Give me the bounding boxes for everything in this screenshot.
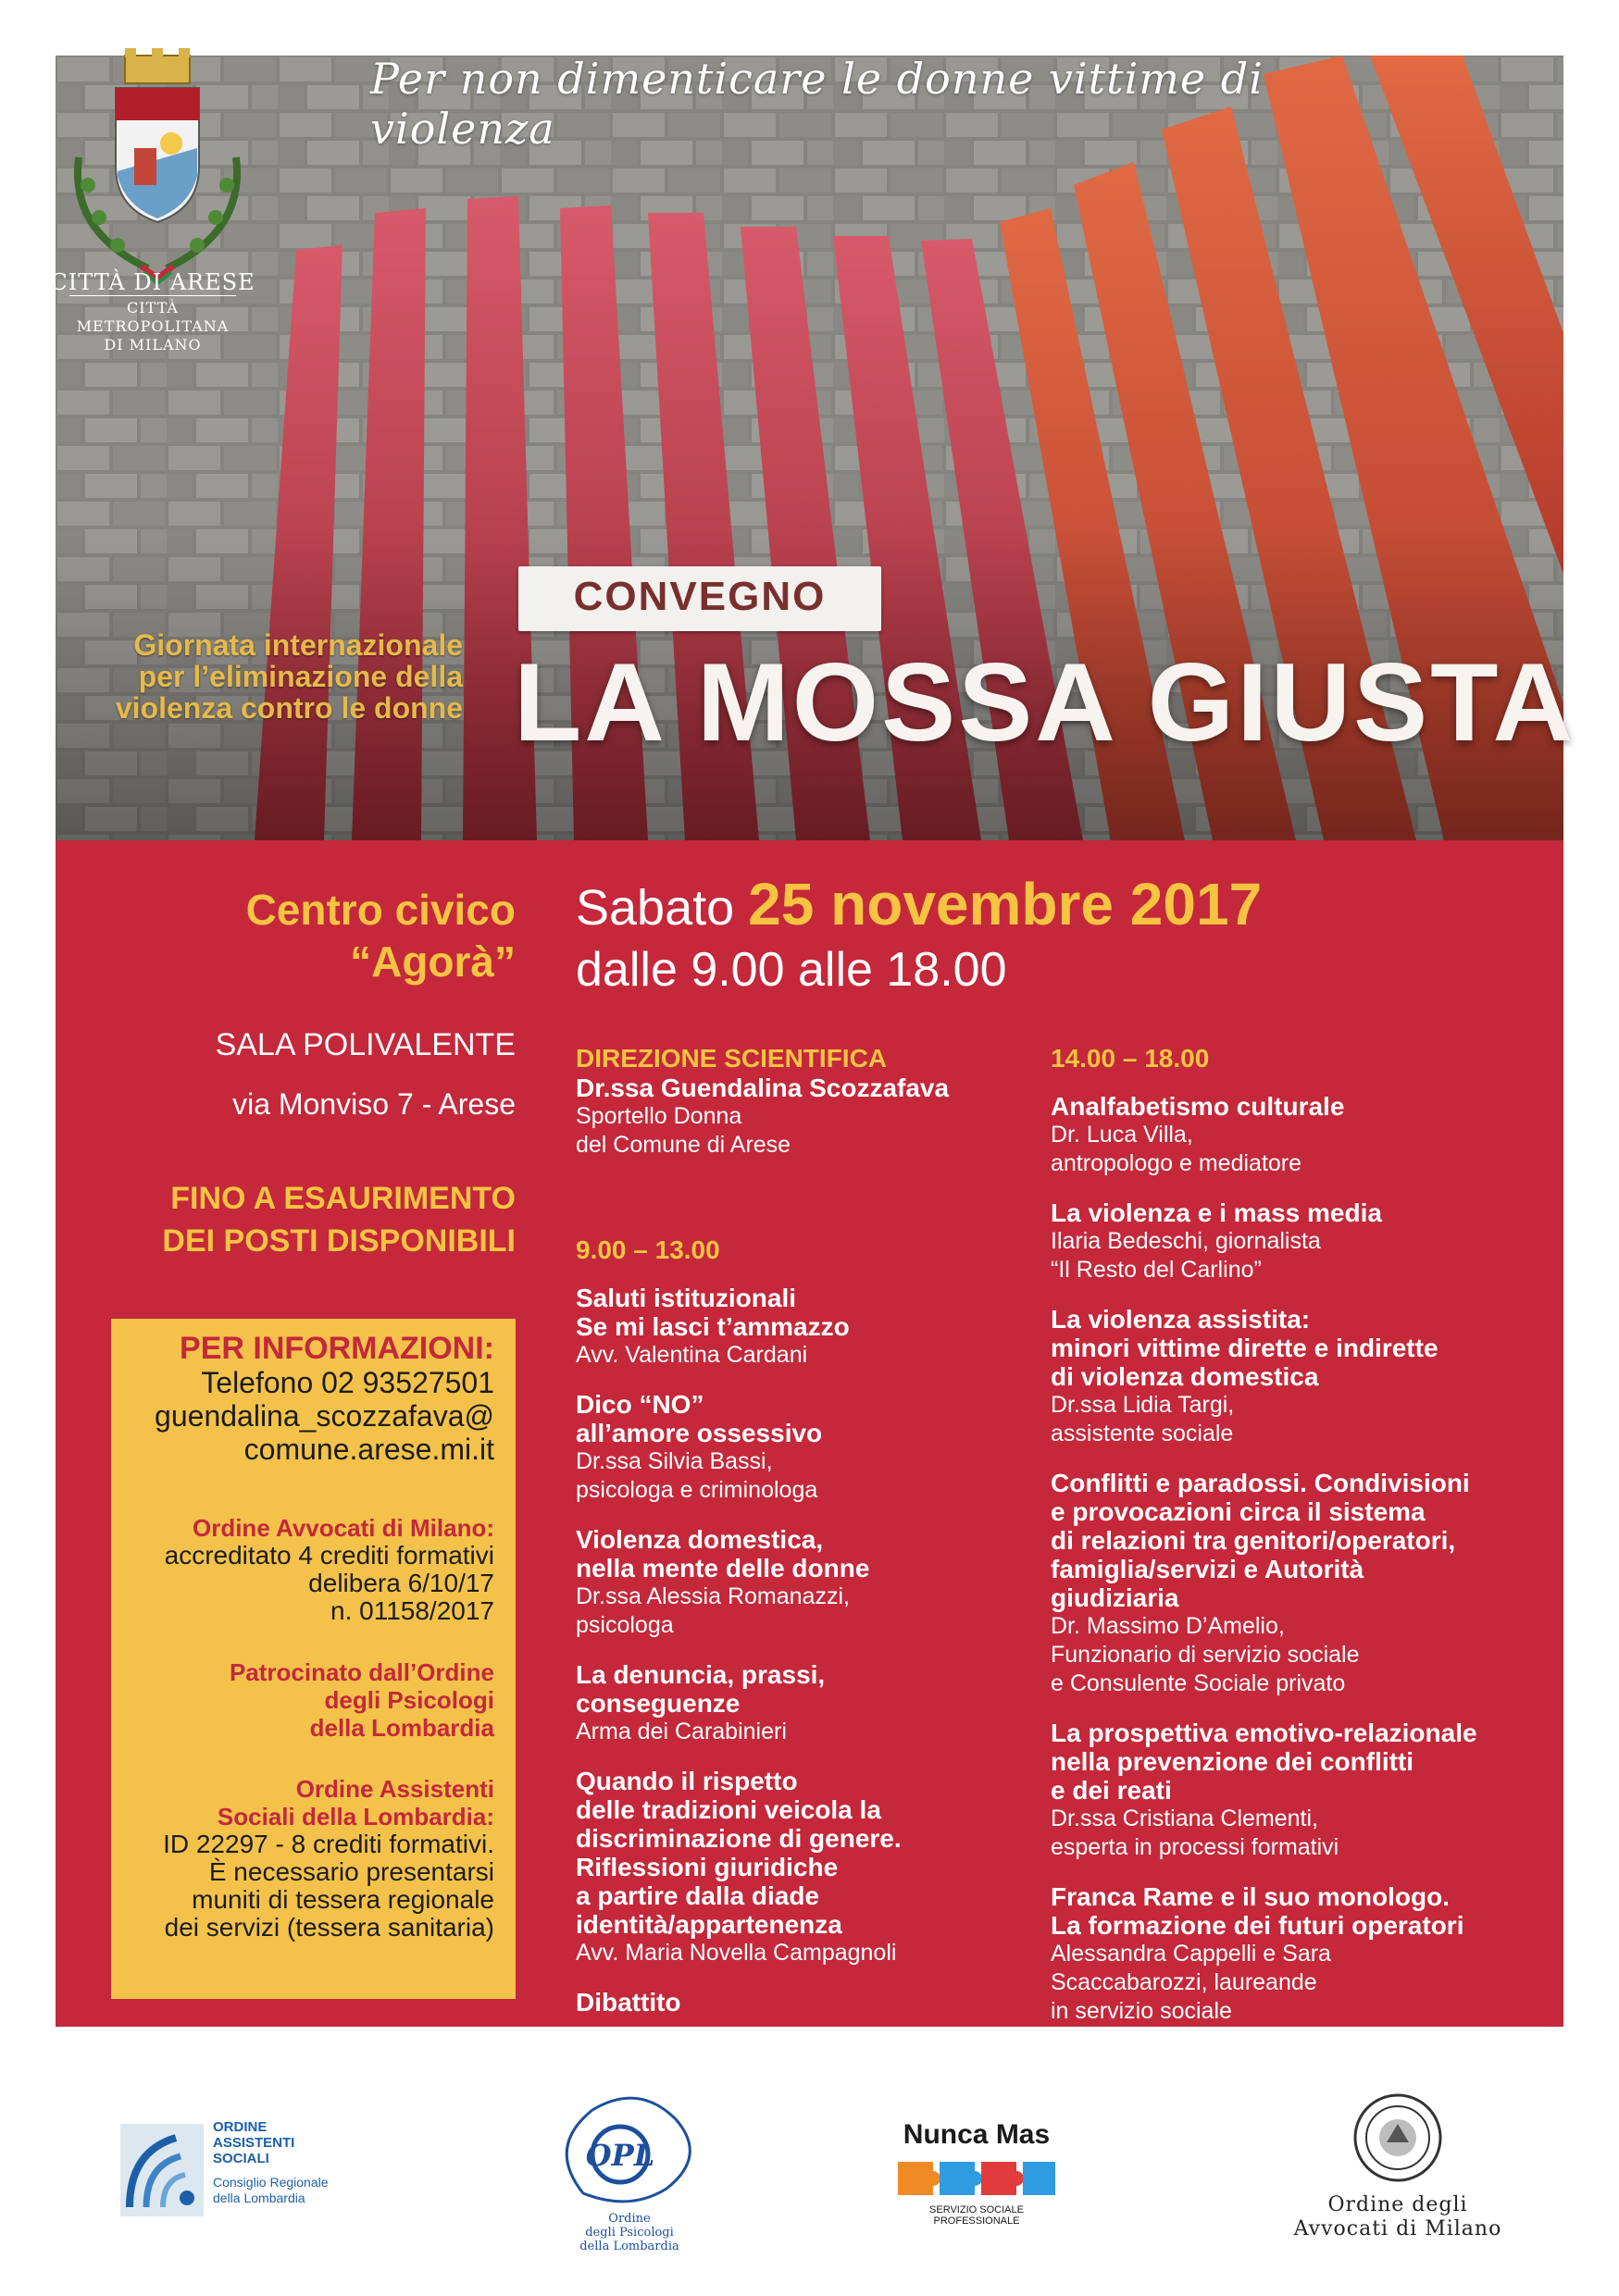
item-speaker: Alessandra Cappelli e Sara <box>1051 1941 1331 1967</box>
item-speaker: assistente sociale <box>1051 1421 1234 1446</box>
opl-text: Ordine <box>608 2212 651 2226</box>
oas-emblem-icon <box>120 2124 204 2216</box>
giornata-line: per l’eliminazione della <box>138 660 463 693</box>
direzione-role: del Comune di Arese <box>576 1132 791 1158</box>
item-title: e dei reati <box>1051 1776 1172 1805</box>
item-title: La prospettiva emotivo-relazionale <box>1051 1719 1477 1747</box>
assistenti-line: ID 22297 - 8 crediti formativi. <box>163 1830 494 1858</box>
programme-item <box>576 1525 1011 1640</box>
opl-text: degli Psicologi <box>585 2226 674 2240</box>
item-title: La violenza assistita: <box>1051 1305 1311 1334</box>
dibattito: Dibattito <box>576 1988 681 2017</box>
item-title: delle tradizioni veicola la <box>576 1795 881 1824</box>
item-title: Conflitti e paradossi. Condivisioni <box>1051 1469 1470 1497</box>
item-title: identità/appartenenza <box>576 1910 842 1939</box>
nunca-title: Nunca Mas <box>903 2119 1051 2150</box>
item-title: La denuncia, prassi, <box>576 1660 826 1689</box>
venue-name <box>56 884 516 987</box>
item-speaker: in servizio sociale <box>1051 1998 1232 2024</box>
avvocati-line: n. 01158/2017 <box>330 1596 494 1625</box>
programme-item <box>576 1660 1011 1746</box>
item-speaker: Dr.ssa Silvia Bassi, <box>576 1448 773 1474</box>
event-title: LA MOSSA GIUSTA <box>514 640 1576 764</box>
avvocati-line: delibera 6/10/17 <box>308 1569 494 1597</box>
venue-line: “Agorà” <box>350 937 516 986</box>
programme-item <box>1051 1719 1551 1862</box>
item-title: Saluti istituzionali <box>576 1284 797 1312</box>
programme-item <box>1051 1198 1551 1285</box>
city-sub1: CITTÀ METROPOLITANA <box>69 295 236 336</box>
item-title: La formazione dei futuri operatori <box>1051 1911 1464 1940</box>
programme-item <box>576 1390 1011 1505</box>
oam-logo <box>1259 2091 1537 2258</box>
nunca-subtitle: SERVIZIO SOCIALE PROFESSIONALE <box>929 2204 1024 2227</box>
oas-logo <box>120 2119 361 2221</box>
availability-line: FINO A ESAURIMENTO <box>170 1181 516 1216</box>
item-title: discriminazione di genere. <box>576 1824 902 1853</box>
item-title: conseguenze <box>576 1689 741 1718</box>
puzzle-pieces-icon <box>893 2154 1060 2201</box>
event-hours: dalle 9.00 alle 18.00 <box>576 943 1007 997</box>
psicologi-line: degli Psicologi <box>324 1686 494 1714</box>
item-speaker: Dr. Massimo D’Amelio, <box>1051 1613 1285 1639</box>
avvocati-line: accreditato 4 crediti formativi <box>164 1541 494 1570</box>
item-title: minori vittime dirette e indirette <box>1051 1334 1438 1362</box>
tagline: Per non dimenticare le donne vittime di violenza <box>370 54 1264 154</box>
oas-text: SOCIALI <box>213 2151 269 2166</box>
opl-text: della Lombardia <box>579 2240 679 2253</box>
oas-text: ORDINE <box>213 2119 268 2135</box>
item-title: La violenza e i mass media <box>1051 1198 1382 1227</box>
item-speaker: Arma dei Carabinieri <box>576 1719 787 1744</box>
venue-room: SALA POLIVALENTE <box>215 1027 516 1062</box>
event-date <box>576 870 1557 938</box>
item-speaker: Dr.ssa Lidia Targi, <box>1051 1392 1235 1418</box>
item-speaker: Dr.ssa Alessia Romanazzi, <box>576 1583 850 1609</box>
city-sub2: DI MILANO <box>104 336 202 354</box>
assistenti-line: muniti di tessera regionale <box>192 1885 494 1914</box>
assistenti-heading: Ordine Assistenti <box>295 1775 494 1803</box>
morning-time: 9.00 – 13.00 <box>576 1235 720 1264</box>
programme-afternoon <box>1051 1044 1551 2046</box>
item-title: Quando il rispetto <box>576 1767 798 1795</box>
direzione-block <box>576 1044 1011 1160</box>
programme-item <box>1051 1469 1551 1698</box>
oam-seal-icon <box>1351 2091 1444 2184</box>
item-speaker: Avv. Maria Novella Campagnoli <box>576 1940 897 1966</box>
programme-item <box>1051 1882 1551 2026</box>
convegno-label: CONVEGNO <box>573 574 827 619</box>
info-heading: PER INFORMAZIONI: <box>180 1331 494 1366</box>
item-title: famiglia/servizi e Autorità <box>1051 1555 1364 1583</box>
availability-line: DEI POSTI DISPONIBILI <box>162 1223 516 1259</box>
item-title: di relazioni tra genitori/operatori, <box>1051 1526 1456 1555</box>
nunca-mas-logo <box>893 2119 1078 2230</box>
item-speaker: Ilaria Bedeschi, giornalista <box>1051 1228 1321 1254</box>
info-email: guendalina_scozzafava@ <box>155 1399 494 1433</box>
item-speaker: “Il Resto del Carlino” <box>1051 1257 1262 1283</box>
item-speaker: Funzionario di servizio sociale <box>1051 1642 1360 1668</box>
oas-text: della Lombardia <box>213 2191 305 2205</box>
avvocati-block <box>111 1514 494 1625</box>
oas-text: ASSISTENTI <box>213 2135 295 2151</box>
item-speaker: Scaccabarozzi, laureande <box>1051 1969 1317 1995</box>
item-title: a partire dalla diade <box>576 1881 819 1910</box>
item-title: Dico “NO” <box>576 1390 704 1419</box>
opl-emblem-icon <box>546 2091 713 2212</box>
direzione-label: DIREZIONE SCIENTIFICA <box>576 1044 888 1073</box>
event-day: Sabato <box>576 880 735 936</box>
info-email: comune.arese.mi.it <box>243 1433 494 1466</box>
oam-text: Avvocati di Milano <box>1293 2217 1502 2240</box>
giornata-text <box>56 629 463 724</box>
item-title: di violenza domestica <box>1051 1362 1319 1391</box>
item-title: Riflessioni giuridiche <box>576 1853 839 1881</box>
programme-item <box>1051 1092 1551 1178</box>
item-title: nella mente delle donne <box>576 1554 870 1582</box>
item-title: all’amore ossessivo <box>576 1419 823 1447</box>
psicologi-line: Patrocinato dall’Ordine <box>229 1658 494 1686</box>
item-speaker: psicologa <box>576 1612 674 1638</box>
info-content <box>111 1331 494 1942</box>
assistenti-line: dei servizi (tessera sanitaria) <box>164 1913 494 1942</box>
item-speaker: e Consulente Sociale privato <box>1051 1670 1346 1696</box>
venue-address: via Monviso 7 - Arese <box>232 1087 516 1121</box>
item-speaker: antropologo e mediatore <box>1051 1150 1302 1176</box>
programme-item <box>576 1767 1011 1967</box>
assistenti-line: È necessario presentarsi <box>208 1857 494 1886</box>
afternoon-time: 14.00 – 18.00 <box>1051 1044 1210 1073</box>
direzione-name: Dr.ssa Guendalina Scozzafava <box>576 1074 950 1102</box>
item-speaker: Dr.ssa Cristiana Clementi, <box>1051 1806 1318 1831</box>
programme-morning <box>576 1044 1011 2017</box>
item-title: Violenza domestica, <box>576 1525 824 1554</box>
city-name <box>42 269 264 354</box>
item-title: Analfabetismo culturale <box>1051 1092 1345 1121</box>
opl-logo <box>546 2091 713 2258</box>
info-phone: Telefono 02 93527501 <box>201 1366 494 1399</box>
giornata-line: Giornata internazionale <box>133 628 463 662</box>
item-speaker: psicologa e criminologa <box>576 1477 818 1503</box>
giornata-line: violenza contro le donne <box>115 691 463 725</box>
psicologi-line: della Lombardia <box>309 1714 494 1742</box>
programme-item <box>576 1284 1011 1370</box>
assistenti-block <box>111 1775 494 1942</box>
item-speaker: Dr. Luca Villa, <box>1051 1122 1193 1148</box>
oas-text: Consiglio Regionale <box>213 2175 329 2190</box>
direzione-role: Sportello Donna <box>576 1103 742 1129</box>
item-speaker: esperta in processi formativi <box>1051 1834 1339 1860</box>
item-title: Franca Rame e il suo monologo. <box>1051 1882 1450 1911</box>
psicologi-block <box>111 1658 494 1742</box>
item-title: nella prevenzione dei conflitti <box>1051 1747 1414 1776</box>
event-date-value: 25 novembre 2017 <box>748 871 1263 937</box>
city-title: CITTÀ DI ARESE <box>50 269 255 295</box>
oam-text: Ordine degli <box>1327 2193 1468 2216</box>
item-title: giudiziaria <box>1051 1583 1179 1612</box>
item-title: e provocazioni circa il sistema <box>1051 1497 1426 1526</box>
programme-item <box>1051 1305 1551 1448</box>
venue-line: Centro civico <box>245 886 516 934</box>
assistenti-heading: Sociali della Lombardia: <box>217 1803 494 1831</box>
item-title: Se mi lasci t’ammazzo <box>576 1312 850 1341</box>
avvocati-heading: Ordine Avvocati di Milano: <box>192 1514 494 1542</box>
item-speaker: Avv. Valentina Cardani <box>576 1342 808 1368</box>
availability-note <box>56 1177 516 1262</box>
opl-mark: OPL <box>585 2138 655 2173</box>
